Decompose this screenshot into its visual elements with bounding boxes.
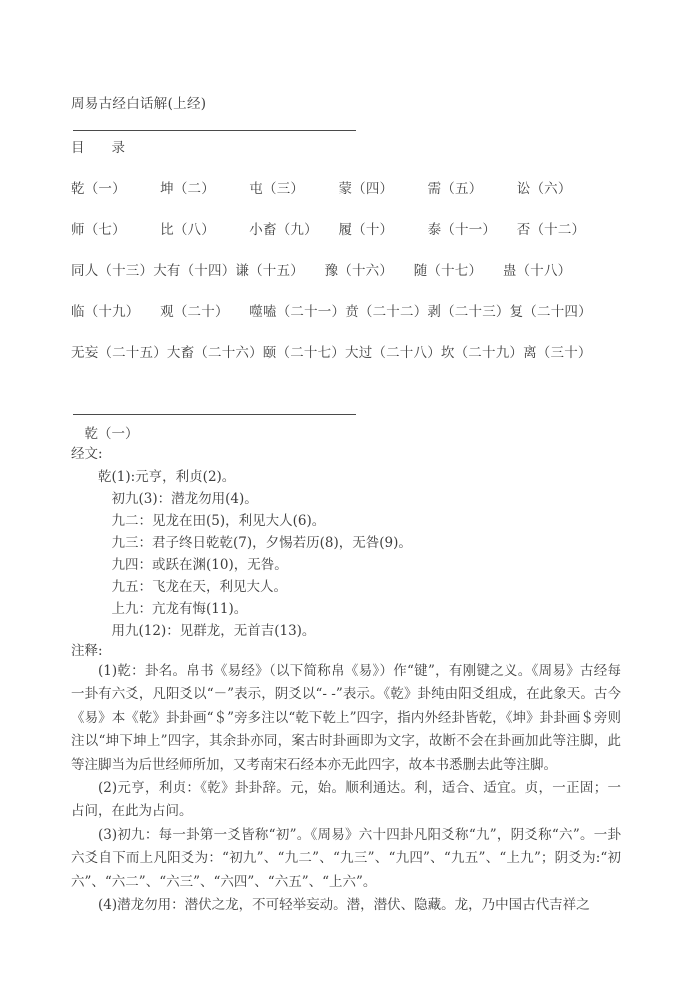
scripture-line: 初九(3)：潜龙勿用(4)。 xyxy=(71,491,258,507)
note-paragraph: (1)乾：卦名。帛书《易经》（以下简称帛《易》）作“键”，有刚键之义。《周易》古经每一卦有六爻，凡阳爻以“－”表示，阴爻以“- -”表示。《乾》卦纯由阳爻组成，在此象天。古今《易》本《乾》卦卦画“＄”旁多注以“乾下乾上”四字，指内外经卦皆乾，《坤》卦卦画＄旁则注以“坤下坤上”四字，其余卦亦同，案古时卦画即为文字，故断不会在卦画加此等注脚，此等注脚当为后世经师所加，又考南宋石经本亦无此四字，故本书悉删去此等注脚。 xyxy=(71,663,621,773)
notes-text-block xyxy=(71,660,621,917)
scripture-text-block xyxy=(71,466,623,642)
document-title: 周易古经白话解(上经) xyxy=(71,96,207,112)
note-paragraph: (2)元亨，利贞：《乾》卦卦辞。元，始。顺利通达。利，适合、适宜。贞，一正固；一占问，在此为占问。 xyxy=(71,780,621,820)
scripture-line: 九四：或跃在渊(10)，无咎。 xyxy=(71,557,288,573)
toc-row: 临（十九） 观（二十） 噬嗑（二十一）贲（二十二）剥（二十三）复（二十四） xyxy=(71,304,592,320)
toc-row: 乾（一） 坤（二） 屯（三） 蒙（四） 需（五） 讼（六） xyxy=(71,181,572,197)
notes-section-label: 注释: xyxy=(71,643,103,659)
scripture-section-label: 经文: xyxy=(71,446,103,462)
toc-row: 师（七） 比（八） 小畜（九） 履（十） 泰（十一） 否（十二） xyxy=(71,222,586,238)
note-paragraph: (3)初九：每一卦第一爻皆称“初”。《周易》六十四卦凡阳爻称“九”，阴爻称“六”。一卦六爻自下而上凡阳爻为：“初九”、“九二”、“九三”、“九四”、“九五”、“上九”；阴爻为:“初六”、“六二”、“六三”、“六四”、“六五”、“上六”。 xyxy=(71,826,621,890)
chapter-divider-rule xyxy=(73,414,356,415)
toc-heading: 目 录 xyxy=(71,140,125,156)
note-paragraph: (4)潜龙勿用：潜伏之龙，不可轻举妄动。潜，潜伏、隐藏。龙，乃中国古代吉祥之 xyxy=(98,897,590,914)
scripture-line: 九二：见龙在田(5)，利见大人(6)。 xyxy=(71,513,326,529)
toc-row: 无妄（二十五）大畜（二十六）颐（二十七）大过（二十八）坎（二十九）离（三十） xyxy=(71,345,592,361)
scripture-line: 九三：君子终日乾乾(7)，夕惕若历(8)，无咎(9)。 xyxy=(71,535,412,551)
scripture-line: 上九：亢龙有悔(11)。 xyxy=(71,601,248,617)
scripture-line: 九五：飞龙在天，利见大人。 xyxy=(71,579,287,595)
title-divider-rule xyxy=(73,130,356,131)
chapter-title: 乾（一） xyxy=(71,426,139,442)
scripture-line: 用九(12)：见群龙，无首吉(13)。 xyxy=(71,623,316,639)
scripture-line: 乾(1):元亨，利贞(2)。 xyxy=(71,469,236,485)
table-of-contents xyxy=(71,180,623,385)
toc-row: 同人（十三）大有（十四）谦（十五） 豫（十六） 随（十七） 蛊（十八） xyxy=(71,263,572,279)
